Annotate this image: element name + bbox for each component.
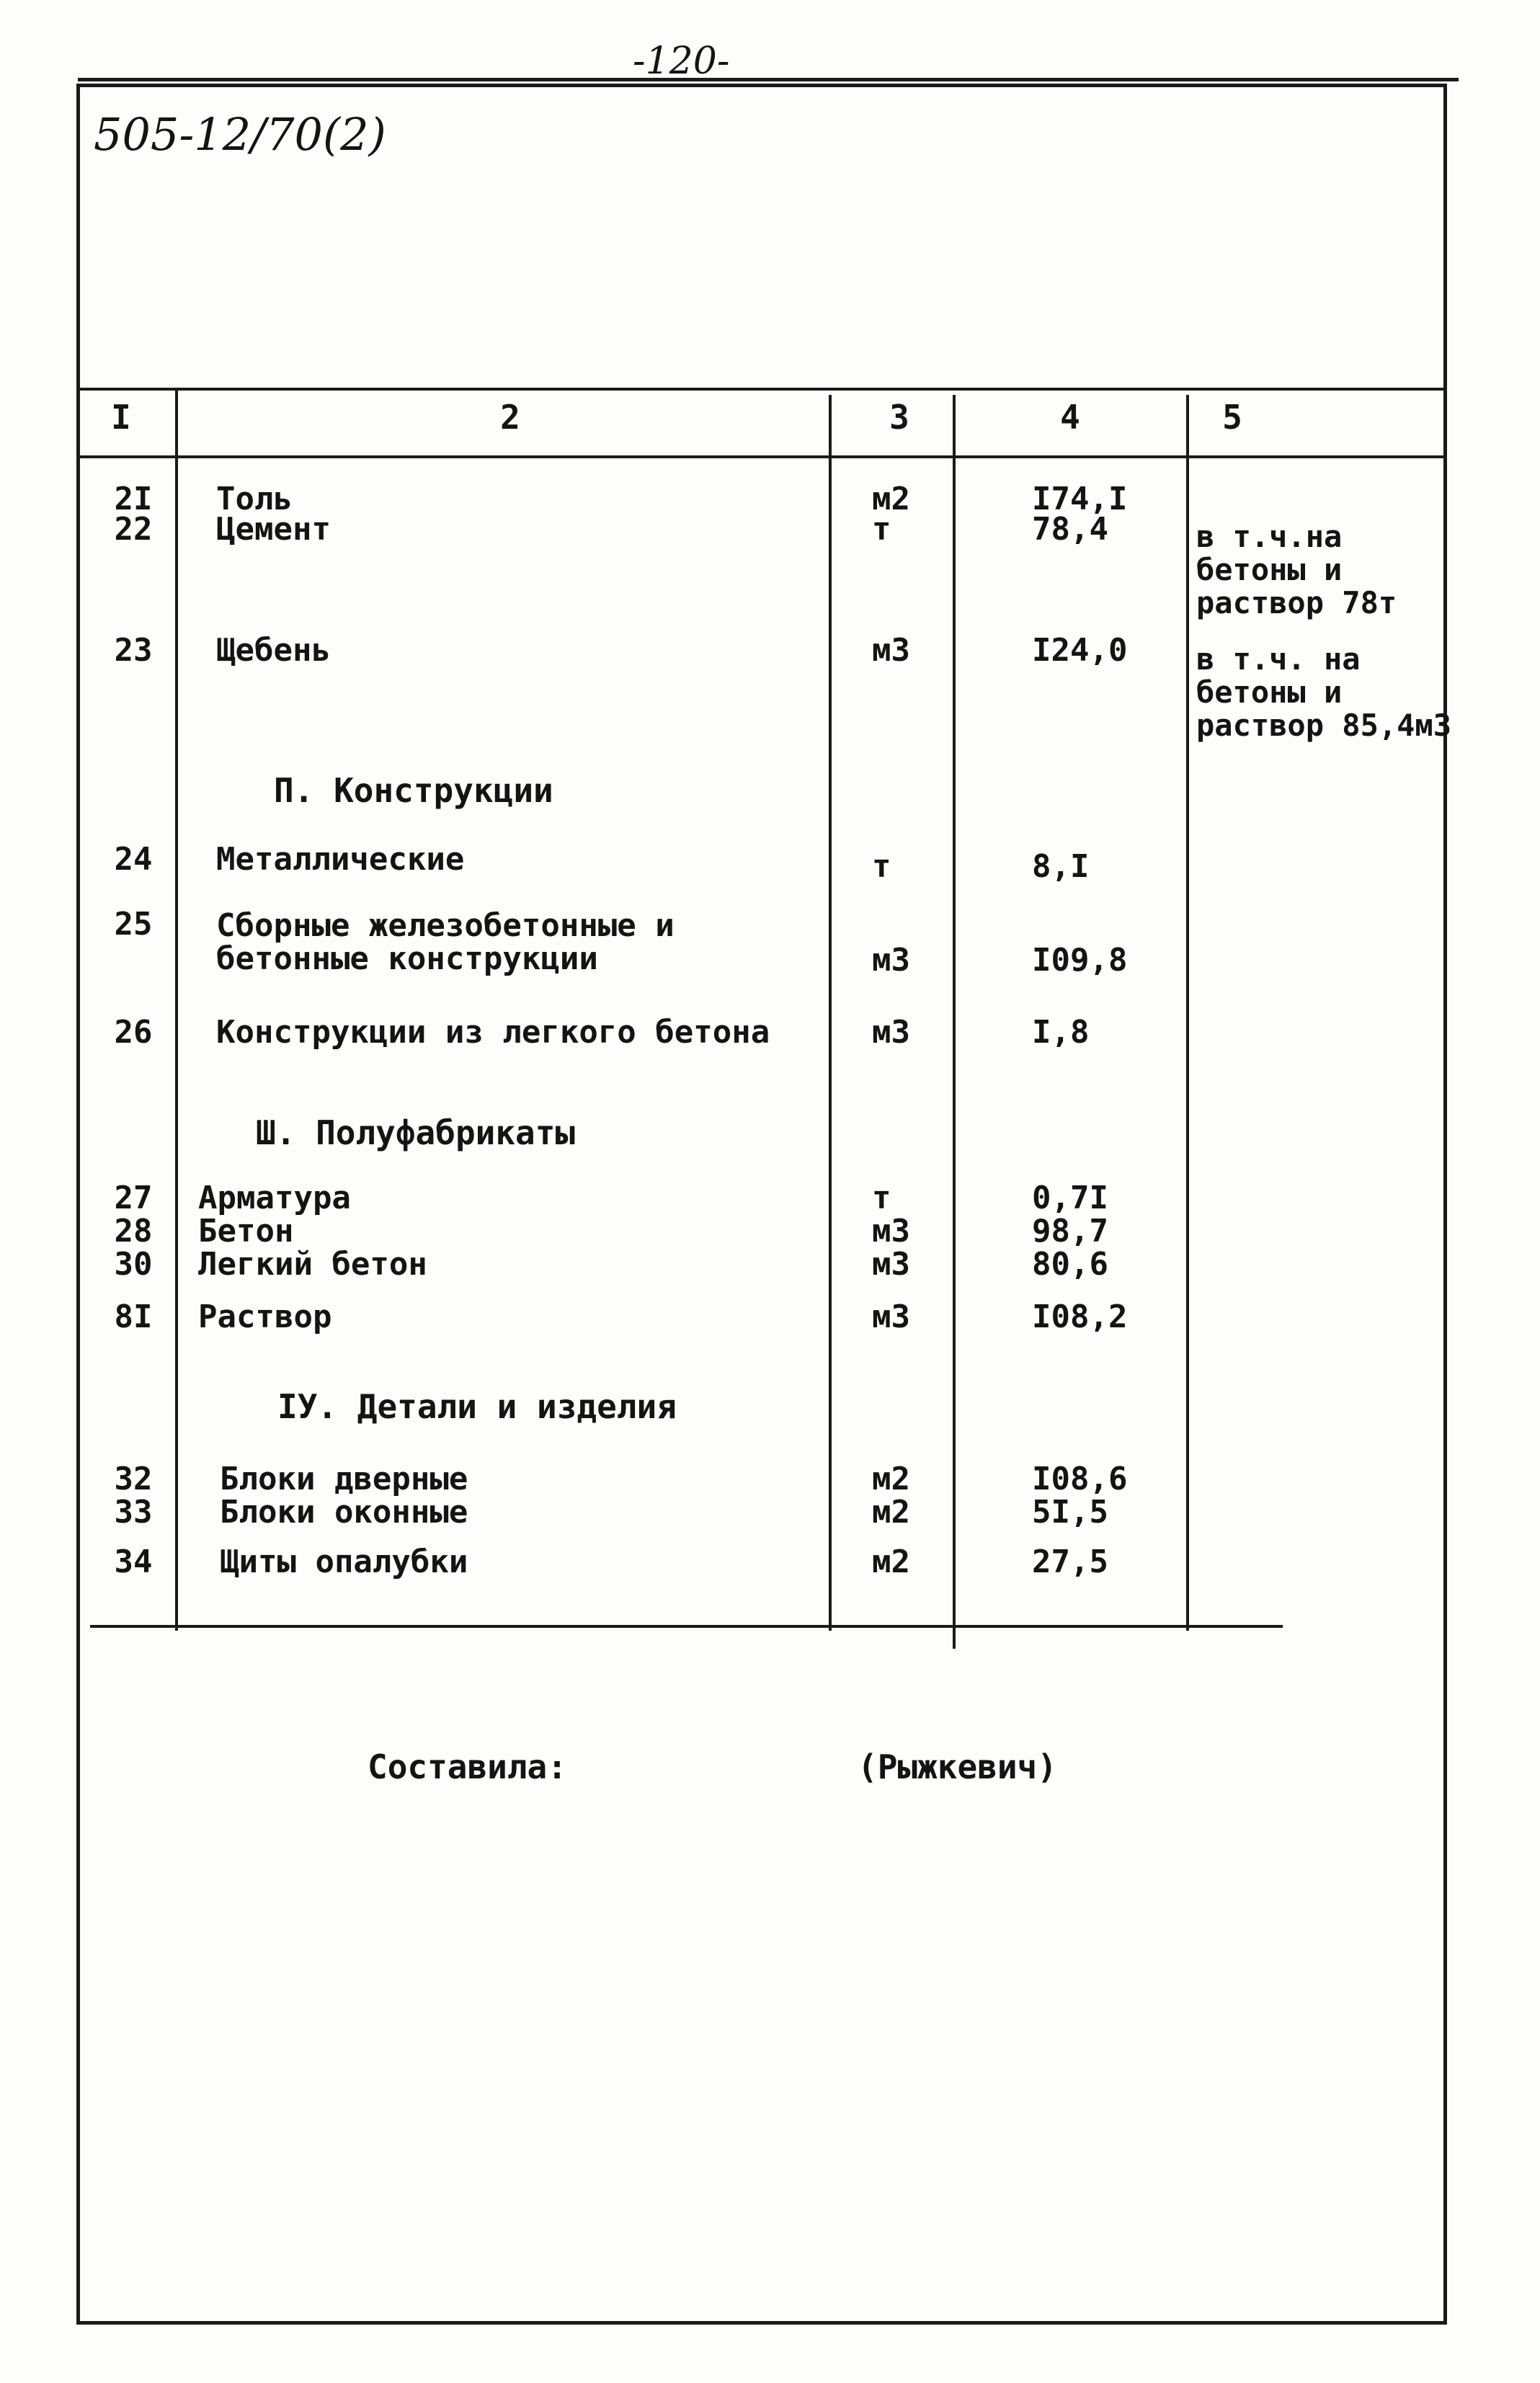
quantity: 80,6	[1032, 1246, 1108, 1283]
quantity: I74,I	[1032, 481, 1128, 517]
column-header-2: 2	[500, 398, 520, 437]
quantity: 8,I	[1032, 848, 1090, 885]
row-number: 33	[114, 1494, 153, 1531]
material-name: Конструкции из легкого бетона	[216, 1014, 770, 1051]
unit: м3	[872, 1014, 910, 1051]
col-divider-4	[1186, 395, 1189, 1631]
column-header-4: 4	[1060, 398, 1080, 437]
row-number: 8I	[114, 1299, 153, 1335]
header-bottom-line	[78, 455, 1447, 458]
column-header-1: I	[111, 398, 131, 437]
material-name: Щиты опалубки	[220, 1544, 468, 1580]
material-name: Арматура	[198, 1180, 351, 1216]
section-heading: Ш. Полуфабрикаты	[256, 1113, 576, 1152]
unit: м2	[872, 481, 910, 517]
section-heading: П. Конструкции	[274, 771, 553, 810]
unit: т	[872, 511, 891, 548]
row-number: 30	[114, 1246, 153, 1283]
quantity: 78,4	[1032, 511, 1108, 548]
col-divider-2	[829, 395, 832, 1631]
material-name: Блоки оконные	[220, 1494, 468, 1531]
unit: м3	[872, 1299, 910, 1335]
header-top-line	[78, 388, 1447, 391]
quantity: I,8	[1032, 1014, 1090, 1051]
material-name: Бетон	[198, 1213, 294, 1250]
row-number: 34	[114, 1544, 153, 1580]
unit: м3	[872, 942, 910, 979]
unit: м2	[872, 1461, 910, 1497]
row-number: 24	[114, 841, 153, 878]
row-number: 27	[114, 1180, 153, 1216]
unit: м3	[872, 632, 910, 669]
col-divider-3	[953, 395, 956, 1649]
document-code: 505-12/70(2)	[94, 108, 386, 161]
material-name: Толь	[216, 481, 293, 517]
row-number: 22	[114, 511, 153, 548]
signature-name: (Рыжкевич)	[858, 1747, 1057, 1786]
material-name: Раствор	[198, 1299, 332, 1335]
material-name: Цемент	[216, 511, 331, 548]
row-number: 28	[114, 1213, 153, 1250]
quantity: 0,7I	[1032, 1180, 1108, 1216]
row-number: 2I	[114, 481, 153, 517]
row-number: 32	[114, 1461, 153, 1497]
quantity: I09,8	[1032, 942, 1128, 979]
top-rule	[78, 78, 1459, 81]
note-cement: в т.ч.на бетоны и раствор 78т	[1196, 519, 1397, 620]
column-header-5: 5	[1222, 398, 1242, 437]
unit: м2	[872, 1494, 910, 1531]
unit: м3	[872, 1213, 910, 1250]
row-number: 23	[114, 632, 153, 669]
quantity: 27,5	[1032, 1544, 1108, 1580]
section-heading: IУ. Детали и изделия	[277, 1387, 677, 1426]
quantity: I24,0	[1032, 632, 1128, 669]
material-name: Щебень	[216, 632, 331, 669]
material-name: Легкий бетон	[198, 1246, 427, 1283]
material-name: Блоки дверные	[220, 1461, 468, 1497]
quantity: 98,7	[1032, 1213, 1108, 1250]
note-crushed-stone: в т.ч. на бетоны и раствор 85,4м3	[1196, 641, 1452, 743]
quantity: I08,2	[1032, 1299, 1128, 1335]
quantity: I08,6	[1032, 1461, 1128, 1497]
quantity: 5I,5	[1032, 1494, 1108, 1531]
signature-label: Составила:	[368, 1747, 567, 1786]
table-bottom-line	[90, 1625, 1283, 1628]
column-header-3: 3	[889, 398, 909, 437]
unit: т	[872, 1180, 891, 1216]
col-divider-1	[175, 388, 178, 1631]
row-number: 25	[114, 906, 153, 943]
unit: т	[872, 848, 891, 885]
row-number: 26	[114, 1014, 153, 1051]
material-name: Металлические	[216, 841, 465, 878]
material-name: Сборные железобетонные и бетонные конструкции	[216, 907, 675, 977]
unit: м3	[872, 1246, 910, 1283]
unit: м2	[872, 1544, 910, 1580]
page-number: -120-	[633, 40, 730, 83]
